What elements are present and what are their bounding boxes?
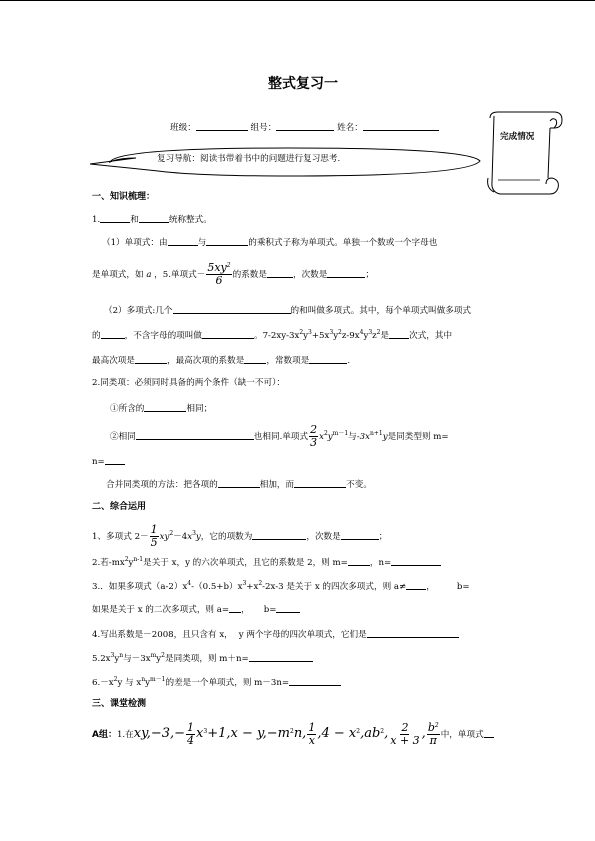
frac-num-sup: 2 (226, 262, 231, 269)
text: y (145, 678, 150, 688)
text: 是同类项，则 m＋n= (164, 654, 249, 664)
text: 1、多项式 2－ (92, 532, 149, 543)
fraction (307, 722, 316, 747)
blank[interactable] (406, 580, 426, 590)
sup: 2 (124, 556, 129, 563)
sup: 2 (169, 530, 174, 538)
text: 5.2x (92, 654, 111, 664)
sup: n-1 (133, 556, 144, 563)
section-1-heading: 一、知识梳理： (92, 192, 156, 202)
frac-num: 2 (401, 721, 409, 734)
frac-num: 1 (187, 721, 195, 734)
blank[interactable] (100, 213, 130, 223)
sup: 2 (376, 329, 381, 336)
text: -2x-3 是关于 x 的四次多项式，则 a≠ (262, 582, 407, 592)
blank[interactable] (173, 304, 291, 314)
blank[interactable] (249, 652, 313, 662)
text: 与 (348, 432, 357, 443)
text: ①所含的 (110, 404, 145, 414)
math: xy,−3,− (133, 726, 186, 742)
text: 的和叫做多项式。其中，每个单项式叫做多项式 (290, 306, 472, 316)
blank[interactable] (289, 676, 341, 686)
blank[interactable] (391, 556, 441, 566)
text: ，不含字母的项叫做 (124, 331, 202, 341)
text: ； (378, 532, 388, 543)
guide-text: 复习导航：阅读书带着书中的问题进行复习思考. (157, 154, 341, 164)
s2-q3 (92, 580, 470, 592)
fraction (389, 722, 420, 747)
text: +5x (311, 331, 330, 341)
math: y (382, 432, 388, 443)
sup: m－1 (149, 676, 166, 683)
s1-line-8 (110, 402, 212, 414)
name-blank[interactable] (363, 121, 439, 131)
s1-line-9 (110, 424, 449, 449)
frac-den: x + 3 (390, 734, 420, 748)
text: 最高次项是 (92, 356, 135, 366)
blank[interactable] (101, 329, 125, 339)
text: 相同； (186, 404, 213, 414)
math: ,4 − x (317, 726, 357, 742)
sup: n (119, 652, 124, 659)
group-label: 组号： (250, 123, 277, 133)
sup: 2 (356, 728, 361, 736)
blank[interactable] (252, 530, 306, 540)
math: x (187, 532, 193, 543)
blank[interactable] (244, 354, 266, 364)
frac-num: 1 (308, 721, 316, 734)
text: y (303, 331, 309, 341)
sup: 3 (242, 580, 247, 587)
text: ，5.单项式－ (154, 270, 206, 281)
text: ，次数是 (292, 270, 328, 281)
text: 是单项式，如 (92, 270, 144, 281)
text: 相加，而 (259, 480, 295, 490)
frac-num-sup: 2 (434, 722, 439, 729)
frac-den: 5 (150, 536, 158, 550)
s2-q1 (92, 524, 387, 549)
text: . (347, 356, 351, 366)
text: +x (246, 582, 259, 592)
blank[interactable] (389, 329, 409, 339)
text: （1）单项式：由 (102, 238, 168, 248)
text: y (114, 654, 120, 664)
text: （2）多项式:几个 (104, 306, 173, 316)
text: 是关于 x，y 的六次单项式，且它的系数是 2，则 m= (143, 558, 348, 568)
name-label: 姓名： (337, 123, 363, 133)
sup: 4 (187, 580, 192, 587)
text: 1. (92, 215, 101, 225)
sup: 2 (323, 430, 328, 438)
text: z-9x (341, 331, 360, 341)
math: -3x (356, 432, 370, 443)
fraction (150, 524, 159, 549)
text: ，次数是 (306, 532, 341, 543)
text: 如果是关于 x 的二次多项式，则 a= (92, 605, 230, 615)
sup: 3 (203, 728, 208, 736)
blank[interactable] (267, 268, 293, 278)
s2-q6 (92, 676, 341, 688)
text: 4.写出系数是－2008，且只含有 x， (92, 630, 233, 640)
class-blank[interactable] (196, 121, 248, 131)
blank[interactable] (276, 603, 300, 613)
text: 与 (197, 238, 207, 248)
sup: m (150, 652, 157, 659)
blank[interactable] (309, 354, 347, 364)
fraction (427, 722, 440, 747)
text: y (128, 558, 134, 568)
sup: 2 (161, 652, 165, 659)
sup: 3 (192, 530, 196, 538)
blank[interactable] (218, 478, 260, 488)
scroll-label: 完成情况 (500, 132, 535, 142)
group-a-label: A组： (92, 730, 117, 741)
text: 中，单项式 (440, 730, 484, 741)
math: , (421, 726, 426, 742)
math: x (196, 726, 204, 742)
section-3-heading: 三、课堂检测 (92, 699, 147, 709)
text: y (333, 331, 339, 341)
text: 3.．如果多项式（a-2）x (92, 582, 188, 592)
sup: 2 (113, 676, 118, 683)
blank[interactable] (327, 268, 365, 278)
math: y (327, 432, 333, 443)
s2-q3b (92, 603, 300, 615)
math: y (195, 532, 201, 543)
s3-a1 (92, 722, 494, 747)
sup: 3 (329, 329, 334, 336)
s1-line-3 (92, 262, 374, 287)
text: b= (263, 605, 277, 615)
frac-num: 5xy (207, 261, 227, 274)
math: xy (159, 532, 170, 543)
text: -（0.5+b）x (191, 582, 243, 592)
s2-q2 (92, 556, 441, 568)
info-row (170, 121, 439, 133)
sup: n (141, 676, 146, 683)
blank[interactable] (294, 478, 346, 488)
fraction (206, 262, 231, 287)
sup: 3 (308, 329, 312, 336)
sup: 3 (110, 652, 115, 659)
fraction (186, 722, 195, 747)
blank[interactable] (206, 236, 248, 246)
scroll-icon (480, 108, 566, 200)
text: 。7-2xy-3x (253, 331, 300, 341)
top-border (0, 0, 595, 1)
frac-den: 3 (310, 436, 318, 450)
frac-den: x (308, 734, 315, 748)
blank[interactable] (135, 354, 167, 364)
text: ，n= (369, 558, 392, 568)
text: ，常数项是 (266, 356, 310, 366)
section-2-heading: 二、综合运用 (92, 502, 147, 512)
sup: 2 (258, 580, 263, 587)
math: +1,x − y,−m (207, 726, 290, 742)
s1-line-4 (104, 304, 471, 316)
text: 不变。 (346, 480, 372, 490)
text: 是 (380, 331, 390, 341)
s2-q5 (92, 652, 313, 664)
s2-q4 (92, 628, 459, 640)
blank[interactable] (105, 455, 125, 465)
frac-den: π (429, 734, 437, 748)
sup: 2 (338, 329, 342, 336)
text: b= (456, 582, 470, 592)
sup: m－1 (332, 430, 349, 438)
s1-line-5 (92, 329, 452, 341)
text: n= (92, 457, 105, 467)
text: ， (241, 605, 250, 615)
text: 的系数是 (232, 270, 267, 281)
blank[interactable] (168, 236, 198, 246)
text: ②相同 (110, 432, 136, 443)
blank[interactable] (367, 628, 459, 638)
s1-line-2 (102, 236, 437, 248)
text: 次式，其中 (409, 331, 453, 341)
s1-line-6 (92, 354, 350, 366)
sup: 3 (368, 329, 373, 336)
text: 和 (130, 215, 139, 225)
s1-line-1 (92, 213, 212, 225)
text: ，最高次项的系数是 (166, 356, 245, 366)
class-label: 班级： (170, 123, 196, 133)
frac-den: 4 (187, 734, 195, 748)
group-blank[interactable] (276, 121, 334, 131)
blank[interactable] (202, 329, 254, 339)
text: ， (426, 582, 435, 592)
frac-den: 6 (215, 274, 223, 288)
text: 6.－x (92, 678, 114, 688)
s1-line-7: 2.同类项：必须同时具备的两个条件（缺一不可）： (92, 378, 285, 388)
fraction (309, 424, 318, 449)
text: 的差是一个单项式，则 m－3n= (165, 678, 290, 688)
text: 2.若-mx (92, 558, 125, 568)
math: , (384, 726, 389, 742)
text: y (156, 654, 162, 664)
text: 与－3x (123, 654, 151, 664)
math: n, (293, 726, 307, 742)
blank[interactable] (348, 556, 370, 566)
blank[interactable] (144, 402, 186, 412)
blank[interactable] (229, 603, 241, 613)
text: 也相同.单项式 (253, 432, 309, 443)
sup: 2 (299, 329, 304, 336)
text: 合并同类项的方法：把各项的 (106, 480, 218, 490)
frac-num: 1 (150, 523, 158, 536)
text: 是同类型则 m= (387, 432, 449, 443)
math: －4 (173, 532, 188, 543)
text: ，它的项数为 (200, 532, 253, 543)
blank[interactable] (139, 213, 169, 223)
blank[interactable] (341, 530, 379, 540)
text: y 两个字母的四次单项式，它们是 (238, 630, 367, 640)
sup: 2 (380, 728, 385, 736)
math: ,ab (360, 726, 381, 742)
blank[interactable] (136, 430, 254, 440)
text: 的 (92, 331, 101, 341)
example-var: a (146, 270, 152, 281)
text: y (363, 331, 369, 341)
math: x (319, 432, 324, 443)
s1-line-10 (92, 455, 125, 467)
text: 统称整式。 (168, 215, 212, 225)
text: y 与 x (117, 678, 142, 688)
s1-line-11 (106, 478, 372, 490)
sup: 4 (359, 329, 364, 336)
frac-num: 2 (310, 423, 318, 436)
page-title: 整式复习一 (268, 76, 338, 92)
sup: 2 (289, 728, 294, 736)
sup: n+1 (369, 430, 383, 438)
frac-num: b (427, 721, 435, 734)
text: 的乘积式子称为单项式。单独一个数或一个字母也 (248, 238, 438, 248)
text: 1.在 (116, 730, 134, 741)
text: z (372, 331, 377, 341)
blank[interactable] (484, 728, 494, 738)
text: ； (365, 270, 374, 281)
